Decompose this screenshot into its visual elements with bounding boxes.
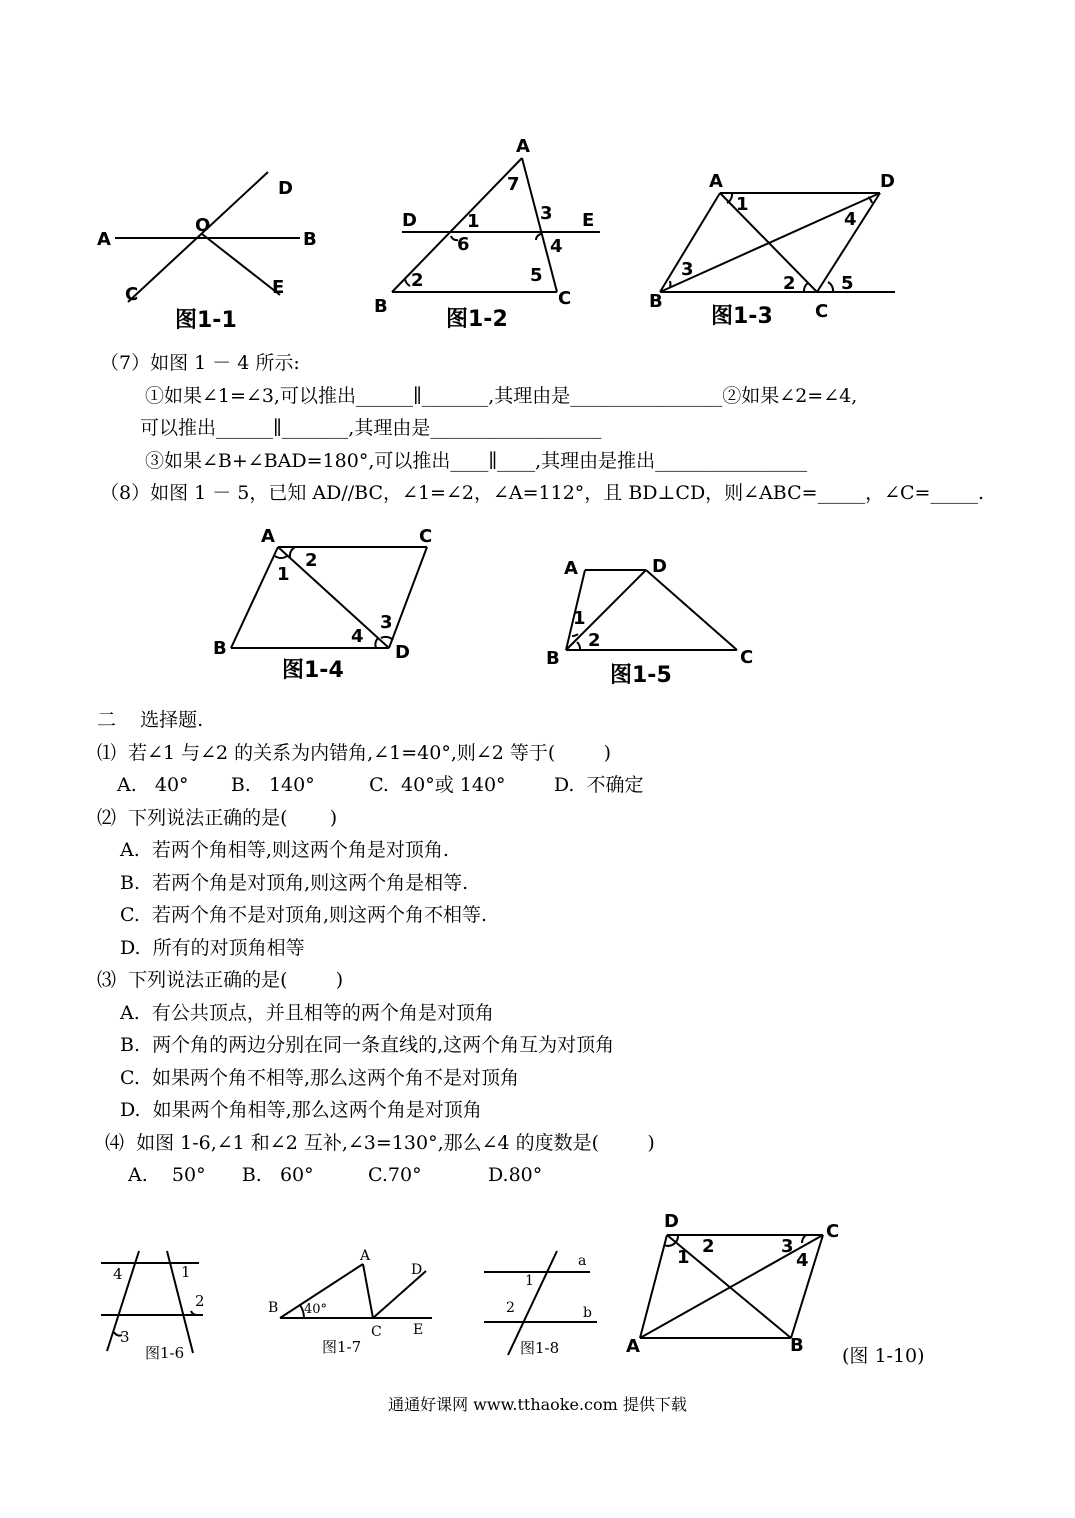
caption-fig-1-1: 图1-1 xyxy=(175,308,237,333)
angle-4: 4 xyxy=(351,626,364,647)
angle-4: 4 xyxy=(113,1265,123,1283)
q4-options: A. 50° B. 60° C.70° D.80° xyxy=(128,1164,543,1186)
angle-5: 5 xyxy=(530,265,543,286)
angle-1: 1 xyxy=(573,608,586,629)
caption-fig-1-6: 图1-6 xyxy=(145,1344,185,1362)
label-A: A xyxy=(360,1248,371,1264)
label-C: C xyxy=(815,301,829,322)
q7-line2: 可以推出______∥_______,其理由是__________________ xyxy=(140,417,602,439)
figure-1-3 xyxy=(645,165,905,340)
footer-credit: 通通好课网 www.tthaoke.com 提供下载 xyxy=(388,1395,687,1414)
angle-3: 3 xyxy=(380,612,393,633)
q2-option-d: D. 所有的对顶角相等 xyxy=(120,937,305,959)
q3-stem: ⑶ 下列说法正确的是( ) xyxy=(97,969,344,991)
label-B: B xyxy=(649,291,663,312)
angle-5: 5 xyxy=(841,273,854,294)
angle-3: 3 xyxy=(540,203,553,224)
label-D: D xyxy=(652,556,667,577)
label-A: A xyxy=(709,171,723,192)
label-C: C xyxy=(419,526,433,547)
q3-option-b: B. 两个角的两边分别在同一条直线的,这两个角互为对顶角 xyxy=(120,1034,615,1056)
label-O: O xyxy=(195,215,211,236)
label-A: A xyxy=(97,229,111,250)
angle-2: 2 xyxy=(195,1292,205,1310)
q2-option-b: B. 若两个角是对顶角,则这两个角是相等. xyxy=(120,872,469,894)
angle-2: 2 xyxy=(702,1236,715,1257)
label-B: B xyxy=(303,229,317,250)
q3-option-d: D. 如果两个角相等,那么这两个角是对顶角 xyxy=(120,1099,482,1121)
figure-1-2 xyxy=(370,130,610,335)
label-B: B xyxy=(374,296,388,317)
q7-line3: ③如果∠B+∠BAD=180°,可以推出____∥____,其理由是推出________________ xyxy=(145,450,808,472)
label-E: E xyxy=(272,277,285,298)
angle-1: 1 xyxy=(277,564,290,585)
angle-4: 4 xyxy=(796,1250,809,1271)
q2-option-c: C. 若两个角不是对顶角,则这两个角不相等. xyxy=(120,904,488,926)
q3-option-c: C. 如果两个角不相等,那么这两个角不是对顶角 xyxy=(120,1067,520,1089)
label-B: B xyxy=(546,648,560,669)
angle-1: 1 xyxy=(181,1263,191,1281)
label-A: A xyxy=(261,526,275,547)
figure-1-1 xyxy=(95,160,335,340)
label-C: C xyxy=(558,288,572,309)
q4-stem: ⑷ 如图 1-6,∠1 和∠2 互补,∠3=130°,那么∠4 的度数是( ) xyxy=(105,1132,655,1154)
label-D: D xyxy=(402,210,417,231)
label-A: A xyxy=(516,136,530,157)
q7-line1: ①如果∠1=∠3,可以推出______∥_______,其理由是________________②如果∠2=∠4, xyxy=(145,385,858,407)
label-B: B xyxy=(213,638,227,659)
label-C: C xyxy=(740,647,754,668)
angle-7: 7 xyxy=(507,174,520,195)
label-A: A xyxy=(564,558,578,579)
angle-4: 4 xyxy=(550,236,563,257)
q2-option-a: A. 若两个角相等,则这两个角是对顶角. xyxy=(120,839,449,861)
angle-2: 2 xyxy=(506,1300,515,1316)
label-A: A xyxy=(626,1336,640,1357)
label-D: D xyxy=(664,1211,679,1232)
q3-option-a: A. 有公共顶点，并且相等的两个角是对顶角 xyxy=(120,1002,494,1024)
q2-stem: ⑵ 下列说法正确的是( ) xyxy=(97,807,338,829)
label-E: E xyxy=(413,1322,424,1338)
figure-1-10 xyxy=(620,1205,940,1375)
angle-2: 2 xyxy=(411,270,424,291)
angle-1: 1 xyxy=(677,1247,690,1268)
caption-fig-1-8: 图1-8 xyxy=(520,1339,560,1357)
angle-3: 3 xyxy=(681,259,694,280)
label-B: B xyxy=(268,1300,279,1316)
label-C: C xyxy=(125,284,139,305)
angle-3: 3 xyxy=(781,1236,794,1257)
label-D: D xyxy=(880,171,895,192)
label-D: D xyxy=(278,178,293,199)
figure-1-7 xyxy=(260,1245,440,1360)
angle-3: 3 xyxy=(120,1328,130,1346)
q1-options: A. 40° B. 140° C. 40°或 140° D. 不确定 xyxy=(117,774,644,796)
angle-6: 6 xyxy=(457,234,470,255)
figure-1-4 xyxy=(205,520,455,690)
figure-1-6 xyxy=(95,1245,215,1370)
angle-label: 40° xyxy=(304,1302,328,1317)
q7-intro: （7）如图 1 － 4 所示: xyxy=(100,352,300,374)
section-2-title: 二 选择题. xyxy=(97,709,204,731)
label-E: E xyxy=(582,210,595,231)
angle-2: 2 xyxy=(305,550,318,571)
angle-1: 1 xyxy=(525,1273,534,1289)
label-C: C xyxy=(826,1221,840,1242)
caption-fig-1-10: (图 1-10) xyxy=(842,1345,925,1367)
q1-stem: ⑴ 若∠1 与∠2 的关系为内错角,∠1=40°,则∠2 等于( ) xyxy=(97,742,612,764)
label-C: C xyxy=(371,1324,382,1340)
caption-fig-1-3: 图1-3 xyxy=(711,304,773,329)
figure-1-5 xyxy=(540,548,770,693)
caption-fig-1-7: 图1-7 xyxy=(322,1338,362,1356)
q8-text: （8）如图 1 － 5，已知 AD//BC，∠1=∠2，∠A=112°，且 BD⊥CD，则∠ABC=_____，∠C=_____. xyxy=(100,482,985,504)
angle-2: 2 xyxy=(783,273,796,294)
caption-fig-1-4: 图1-4 xyxy=(282,658,344,683)
angle-1: 1 xyxy=(736,194,749,215)
caption-fig-1-5: 图1-5 xyxy=(610,663,672,688)
label-D: D xyxy=(411,1262,423,1278)
label-D: D xyxy=(395,642,410,663)
caption-fig-1-2: 图1-2 xyxy=(446,307,508,332)
label-B: B xyxy=(790,1335,804,1356)
figure-1-8 xyxy=(480,1245,610,1365)
label-a: a xyxy=(578,1253,587,1269)
angle-4: 4 xyxy=(844,209,857,230)
angle-1: 1 xyxy=(467,211,480,232)
angle-2: 2 xyxy=(588,630,601,651)
label-b: b xyxy=(583,1305,592,1321)
